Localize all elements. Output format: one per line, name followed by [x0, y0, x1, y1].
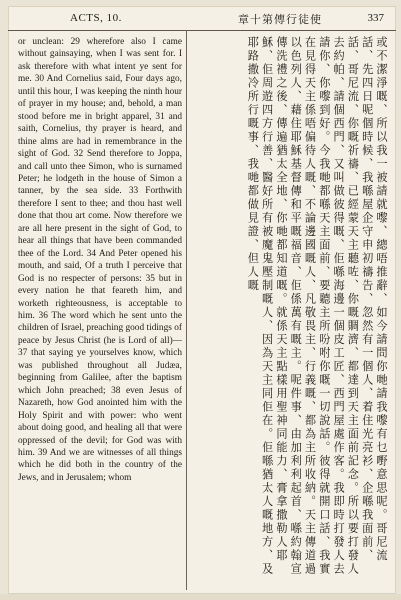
book-chapter-label: ACTS, 10. [70, 12, 122, 24]
bible-page [8, 6, 396, 594]
chinese-chapter-title: 章十第傳行徒使 [238, 13, 322, 26]
english-text: or unclean: 29 wherefore also I came without gainsaying, when I was sent for. I ask therefore with what intent ye sent for me. 30 And Cornelius said, Four days ago, until this hour, I was keeping the ninth hour of prayer in my house; and, behold, a man stood before me in bright apparel, 31 and saith, Cornelius, thy prayer is heard, and thine alms are had in remembrance in the sight of God. 32 Send therefore to Joppa, and call unto thee Simon, who is surnamed Peter; he lodgeth in the house of Simon a tanner, by the sea side. 33 Forthwith therefore I sent to thee; and thou hast well done that thou art come. Now therefore we are all here present in the sight of God, to hear all things that have been commanded thee of the Lord. 34 And Peter opened his mouth, and said, Of a truth I perceive that God is no respecter of persons: 35 but in every nation he that feareth him, and worketh righteousness, is acceptable to him. 36 The word which he sent unto the children of Israel, preaching good tidings of peace by Jesus Christ (he is Lord of all)—37 that saying ye yourselves know, which was published throughout all Judæa, beginning from Galilee, after the baptism which John preached; 38 even Jesus of Nazareth, how God anointed him with the Holy Spirit and with power: who went about doing good, and healing all that were oppressed of the devil; for God was with him. 39 And we are witnesses of all things which he did both in the country of the Jews, and in Jerusalem; whom [18, 37, 182, 483]
page-edge [0, 594, 401, 600]
chinese-column: 或不潔淨嘅、所以我一被請就嚟、總唔推辭、如今請問你哋請我嚟有乜嘢意思呢。哥尼流話、先四日呢個時候、我喺屋企守申初禱告、忽然有一個人、着住光亮衫、企喺我面前、話、哥尼流、你嘅祈禱、已經蒙天主聽咗、你嘅賙濟、都達到天主面前記念。所以要打發人去約帕、請個西門、又叫做彼得嘅、佢喺海邊一個皮工匠、西門屋處作客。我即時打發人去請你、你嚟到好。今我哋都喺天主面前、要聽主所吩咐你嘅一切說話。彼得就開口話、我實在見得天主係唔偏待人嘅、不論邊國嘅人、凡敬畏主、行義嘅、都為主所收納。天主傳道過以色列人、藉住耶穌基督傳和平嘅福音、佢係萬有嘅主。呢件事、由加利利起首、喺約翰宣傳洗禮之後、傳遍猶太全地、你哋都知道嘅。就係天主點樣用聖神同能力、膏拿撒勒人耶穌、佢周遊四方行善、醫好所有被魔鬼壓制嘅人、因為天主同佢在。佢喺猶太人嘅地方、及耶路撒冷所行嘅事、我哋都做見證、但人嘅 [246, 36, 388, 576]
page-header [8, 6, 396, 31]
page-number: 337 [367, 12, 384, 24]
column-divider [186, 30, 187, 590]
english-column [18, 36, 182, 591]
